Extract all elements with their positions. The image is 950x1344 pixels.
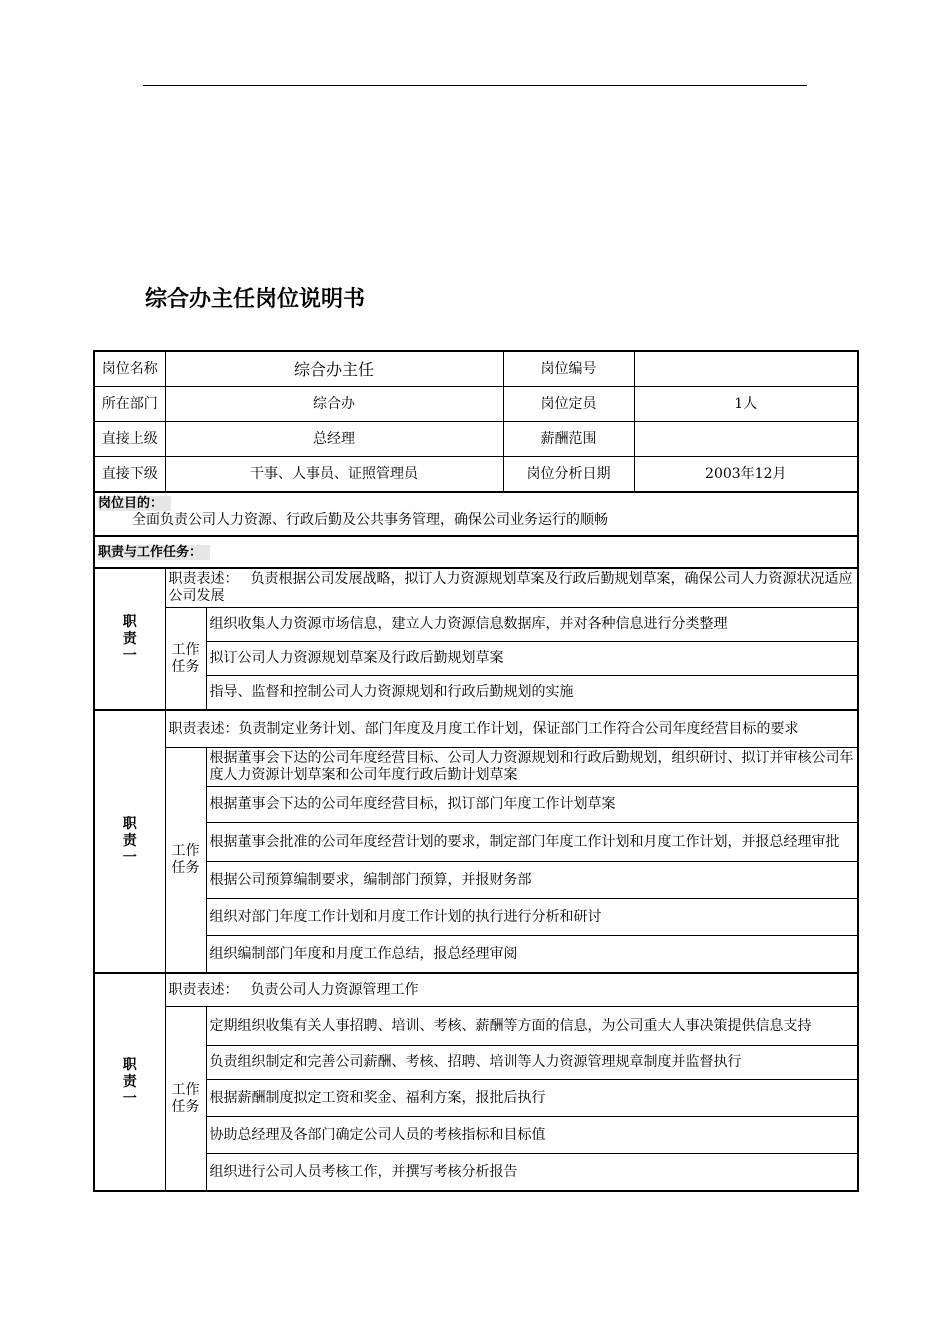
info-value (634, 351, 858, 387)
task-row (94, 642, 858, 676)
purpose-heading: 岗位目的： (98, 495, 854, 512)
task-item: 根据董事会批准的公司年度经营计划的要求，制定部门年度工作计划和月度工作计划，并报总经理审批 (206, 823, 858, 862)
task-item: 拟订公司人力资源规划草案及行政后勤规划草案 (206, 642, 858, 676)
duty-statement: 职责表述： 负责公司人力资源管理工作 (165, 973, 858, 1007)
duty-label: 职 责 一 (94, 973, 165, 1191)
info-label: 所在部门 (94, 387, 165, 422)
duty-statement-row (94, 973, 858, 1007)
task-row (94, 1046, 858, 1080)
task-item: 负责组织制定和完善公司薪酬、考核、招聘、培训等人力资源管理规章制度并监督执行 (206, 1046, 858, 1080)
info-value: 综合办 (165, 387, 503, 422)
task-label: 工作 任务 (165, 608, 206, 711)
task-row (94, 936, 858, 974)
info-label: 岗位定员 (503, 387, 634, 422)
info-value: 干事、人事员、证照管理员 (165, 457, 503, 493)
info-value: 综合办主任 (165, 351, 503, 387)
duty-label: 职 责 一 (94, 568, 165, 710)
duty-statement-row (94, 710, 858, 748)
task-item: 定期组织收集有关人事招聘、培训、考核、薪酬等方面的信息，为公司重大人事决策提供信息支持 (206, 1007, 858, 1046)
task-row (94, 899, 858, 936)
duty-statement: 职责表述：负责制定业务计划、部门年度及月度工作计划，保证部门工作符合公司年度经营目标的要求 (165, 710, 858, 748)
purpose-text: 全面负责公司人力资源、行政后勤及公共事务管理，确保公司业务运行的顺畅 (132, 512, 608, 528)
duties-heading-row (94, 536, 858, 568)
task-row (94, 1117, 858, 1154)
task-row (94, 676, 858, 711)
task-label: 工作 任务 (165, 1007, 206, 1192)
info-value (634, 422, 858, 457)
task-row (94, 748, 858, 787)
document-title: 综合办主任岗位说明书 (145, 287, 366, 312)
info-label: 直接下级 (94, 457, 165, 493)
task-row (94, 608, 858, 642)
task-item: 根据董事会下达的公司年度经营目标、公司人力资源规划和行政后勤规划，组织研讨、拟订并审核公司年度人力资源计划草案和公司年度行政后勤计划草案 (206, 748, 858, 787)
duty-statement-row (94, 568, 858, 608)
task-item: 协助总经理及各部门确定公司人员的考核指标和目标值 (206, 1117, 858, 1154)
info-label: 岗位编号 (503, 351, 634, 387)
info-label: 直接上级 (94, 422, 165, 457)
duty-statement: 职责表述： 负责根据公司发展战略，拟订人力资源规划草案及行政后勤规划草案，确保公司人力资源状况适应公司发展 (165, 568, 858, 608)
info-row (94, 387, 858, 422)
duty-label: 职 责 一 (94, 710, 165, 973)
task-item: 组织对部门年度工作计划和月度工作计划的执行进行分析和研讨 (206, 899, 858, 936)
task-item: 根据公司预算编制要求，编制部门预算，并报财务部 (206, 862, 858, 899)
task-row (94, 787, 858, 823)
task-row (94, 862, 858, 899)
task-item: 组织编制部门年度和月度工作总结，报总经理审阅 (206, 936, 858, 974)
task-row (94, 1080, 858, 1117)
task-label: 工作 任务 (165, 748, 206, 974)
task-row (94, 1007, 858, 1046)
header-rule (143, 85, 807, 86)
info-value: 1人 (634, 387, 858, 422)
task-row (94, 823, 858, 862)
info-row (94, 422, 858, 457)
info-label: 岗位分析日期 (503, 457, 634, 493)
info-value: 2003年12月 (634, 457, 858, 493)
task-item: 组织进行公司人员考核工作，并撰写考核分析报告 (206, 1154, 858, 1192)
task-item: 根据董事会下达的公司年度经营目标，拟订部门年度工作计划草案 (206, 787, 858, 823)
purpose-section (94, 492, 858, 536)
duties-heading: 职责与工作任务： (98, 544, 854, 561)
info-row (94, 457, 858, 493)
info-row (94, 351, 858, 387)
task-row (94, 1154, 858, 1192)
task-item: 组织收集人力资源市场信息，建立人力资源信息数据库，并对各种信息进行分类整理 (206, 608, 858, 642)
task-item: 根据薪酬制度拟定工资和奖金、福利方案，报批后执行 (206, 1080, 858, 1117)
info-label: 岗位名称 (94, 351, 165, 387)
task-item: 指导、监督和控制公司人力资源规划和行政后勤规划的实施 (206, 676, 858, 711)
job-description-table (93, 350, 859, 1192)
info-value: 总经理 (165, 422, 503, 457)
info-label: 薪酬范围 (503, 422, 634, 457)
